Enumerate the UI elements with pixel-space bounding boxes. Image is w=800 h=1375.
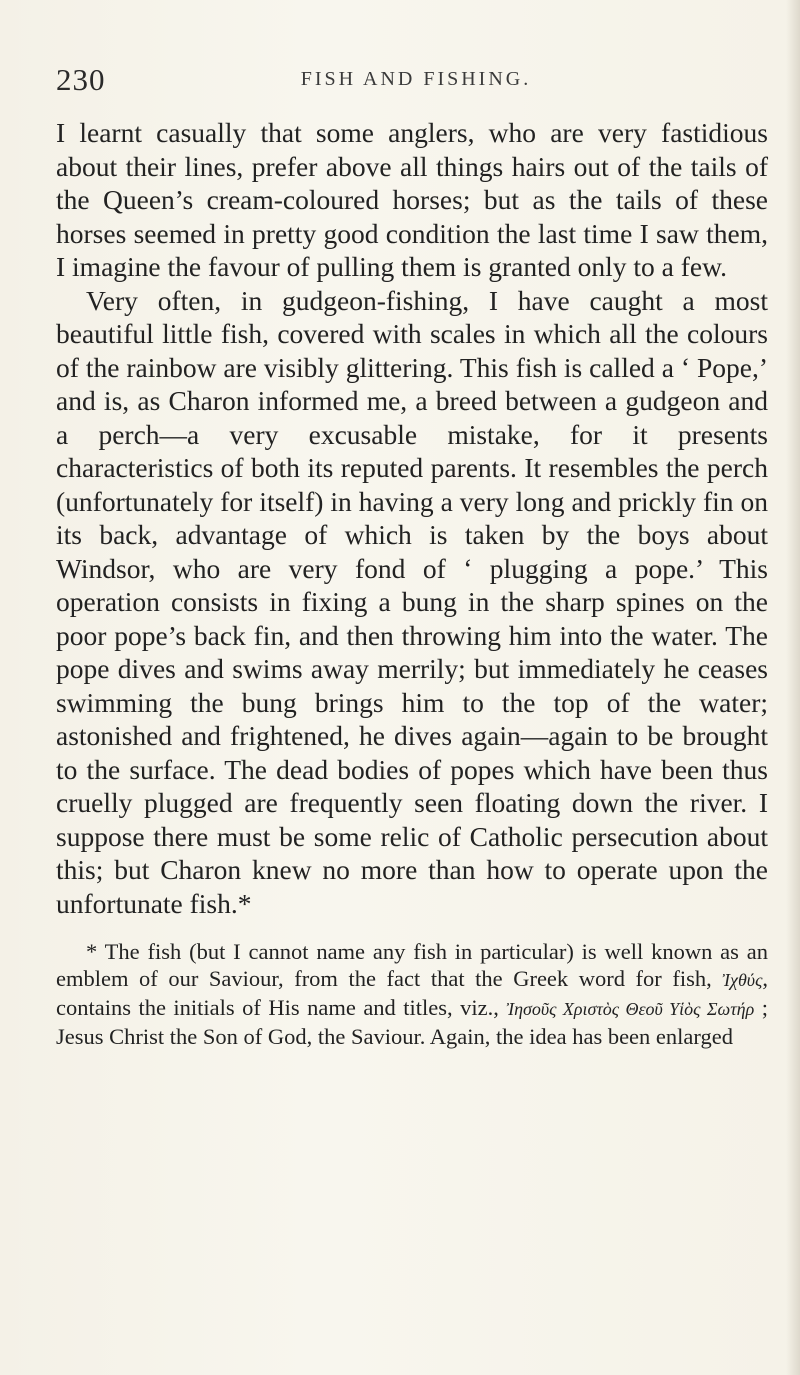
paragraph: I learnt casually that some anglers, who are very fastidious about their lines, prefer above all things hairs out of the tails of the Queen’s cream-coloured horses; but as the tails of these horses seemed in pretty good condition the last time I saw them, I imagine the favour of pulling them is granted only to a few. [56, 117, 768, 282]
page-edge-shadow [786, 0, 800, 1375]
page-header [56, 62, 756, 102]
footnote-text: * The fish (but I cannot name any fish in particular) is well known as an emblem of our Saviour, from the fact that the Greek word for fish, [56, 939, 768, 991]
footnote-text: , contains the initials of His name and titles, viz., [56, 966, 768, 1020]
footnote [56, 938, 768, 1050]
running-title: FISH AND FISHING. [300, 68, 532, 90]
page-number: 230 [56, 62, 106, 97]
main-text [56, 116, 768, 1050]
greek-phrase: Ἰησοῦς Χριστὸς Θεοῦ Υἱὸς Σωτήρ [506, 999, 755, 1019]
greek-word: Ἰχθύς [722, 970, 763, 990]
footnote-text: ; Jesus Christ the Son of God, the Saviour. Again, the idea has been enlarged [56, 995, 768, 1049]
paragraph: Very often, in gudgeon-fishing, I have caught a most beautiful little fish, covered with scales in which all the colours of the rainbow are visibly glittering. This fish is called a ‘ Pope,’ and is, as Charon informed me, a breed between a gudgeon and a perch—a very excusable mistake, for it presents characteristics of both its reputed parents. It resembles the perch (unfortunately for itself) in having a very long and prickly fin on its back, advantage of which is taken by the boys about Windsor, who are very fond of ‘ plugging a pope.’ This operation consists in fixing a bung in the sharp spines on the poor pope’s back fin, and then throwing him into the water. The pope dives and swims away merrily; but immediately he ceases swimming the bung brings him to the top of the water; astonished and frightened, he dives again—again to be brought to the surface. The dead bodies of popes which have been thus cruelly plugged are frequently seen floating down the river. I suppose there must be some relic of Catholic persecution about this; but Charon knew no more than how to operate upon the unfortunate fish.* [56, 284, 768, 919]
